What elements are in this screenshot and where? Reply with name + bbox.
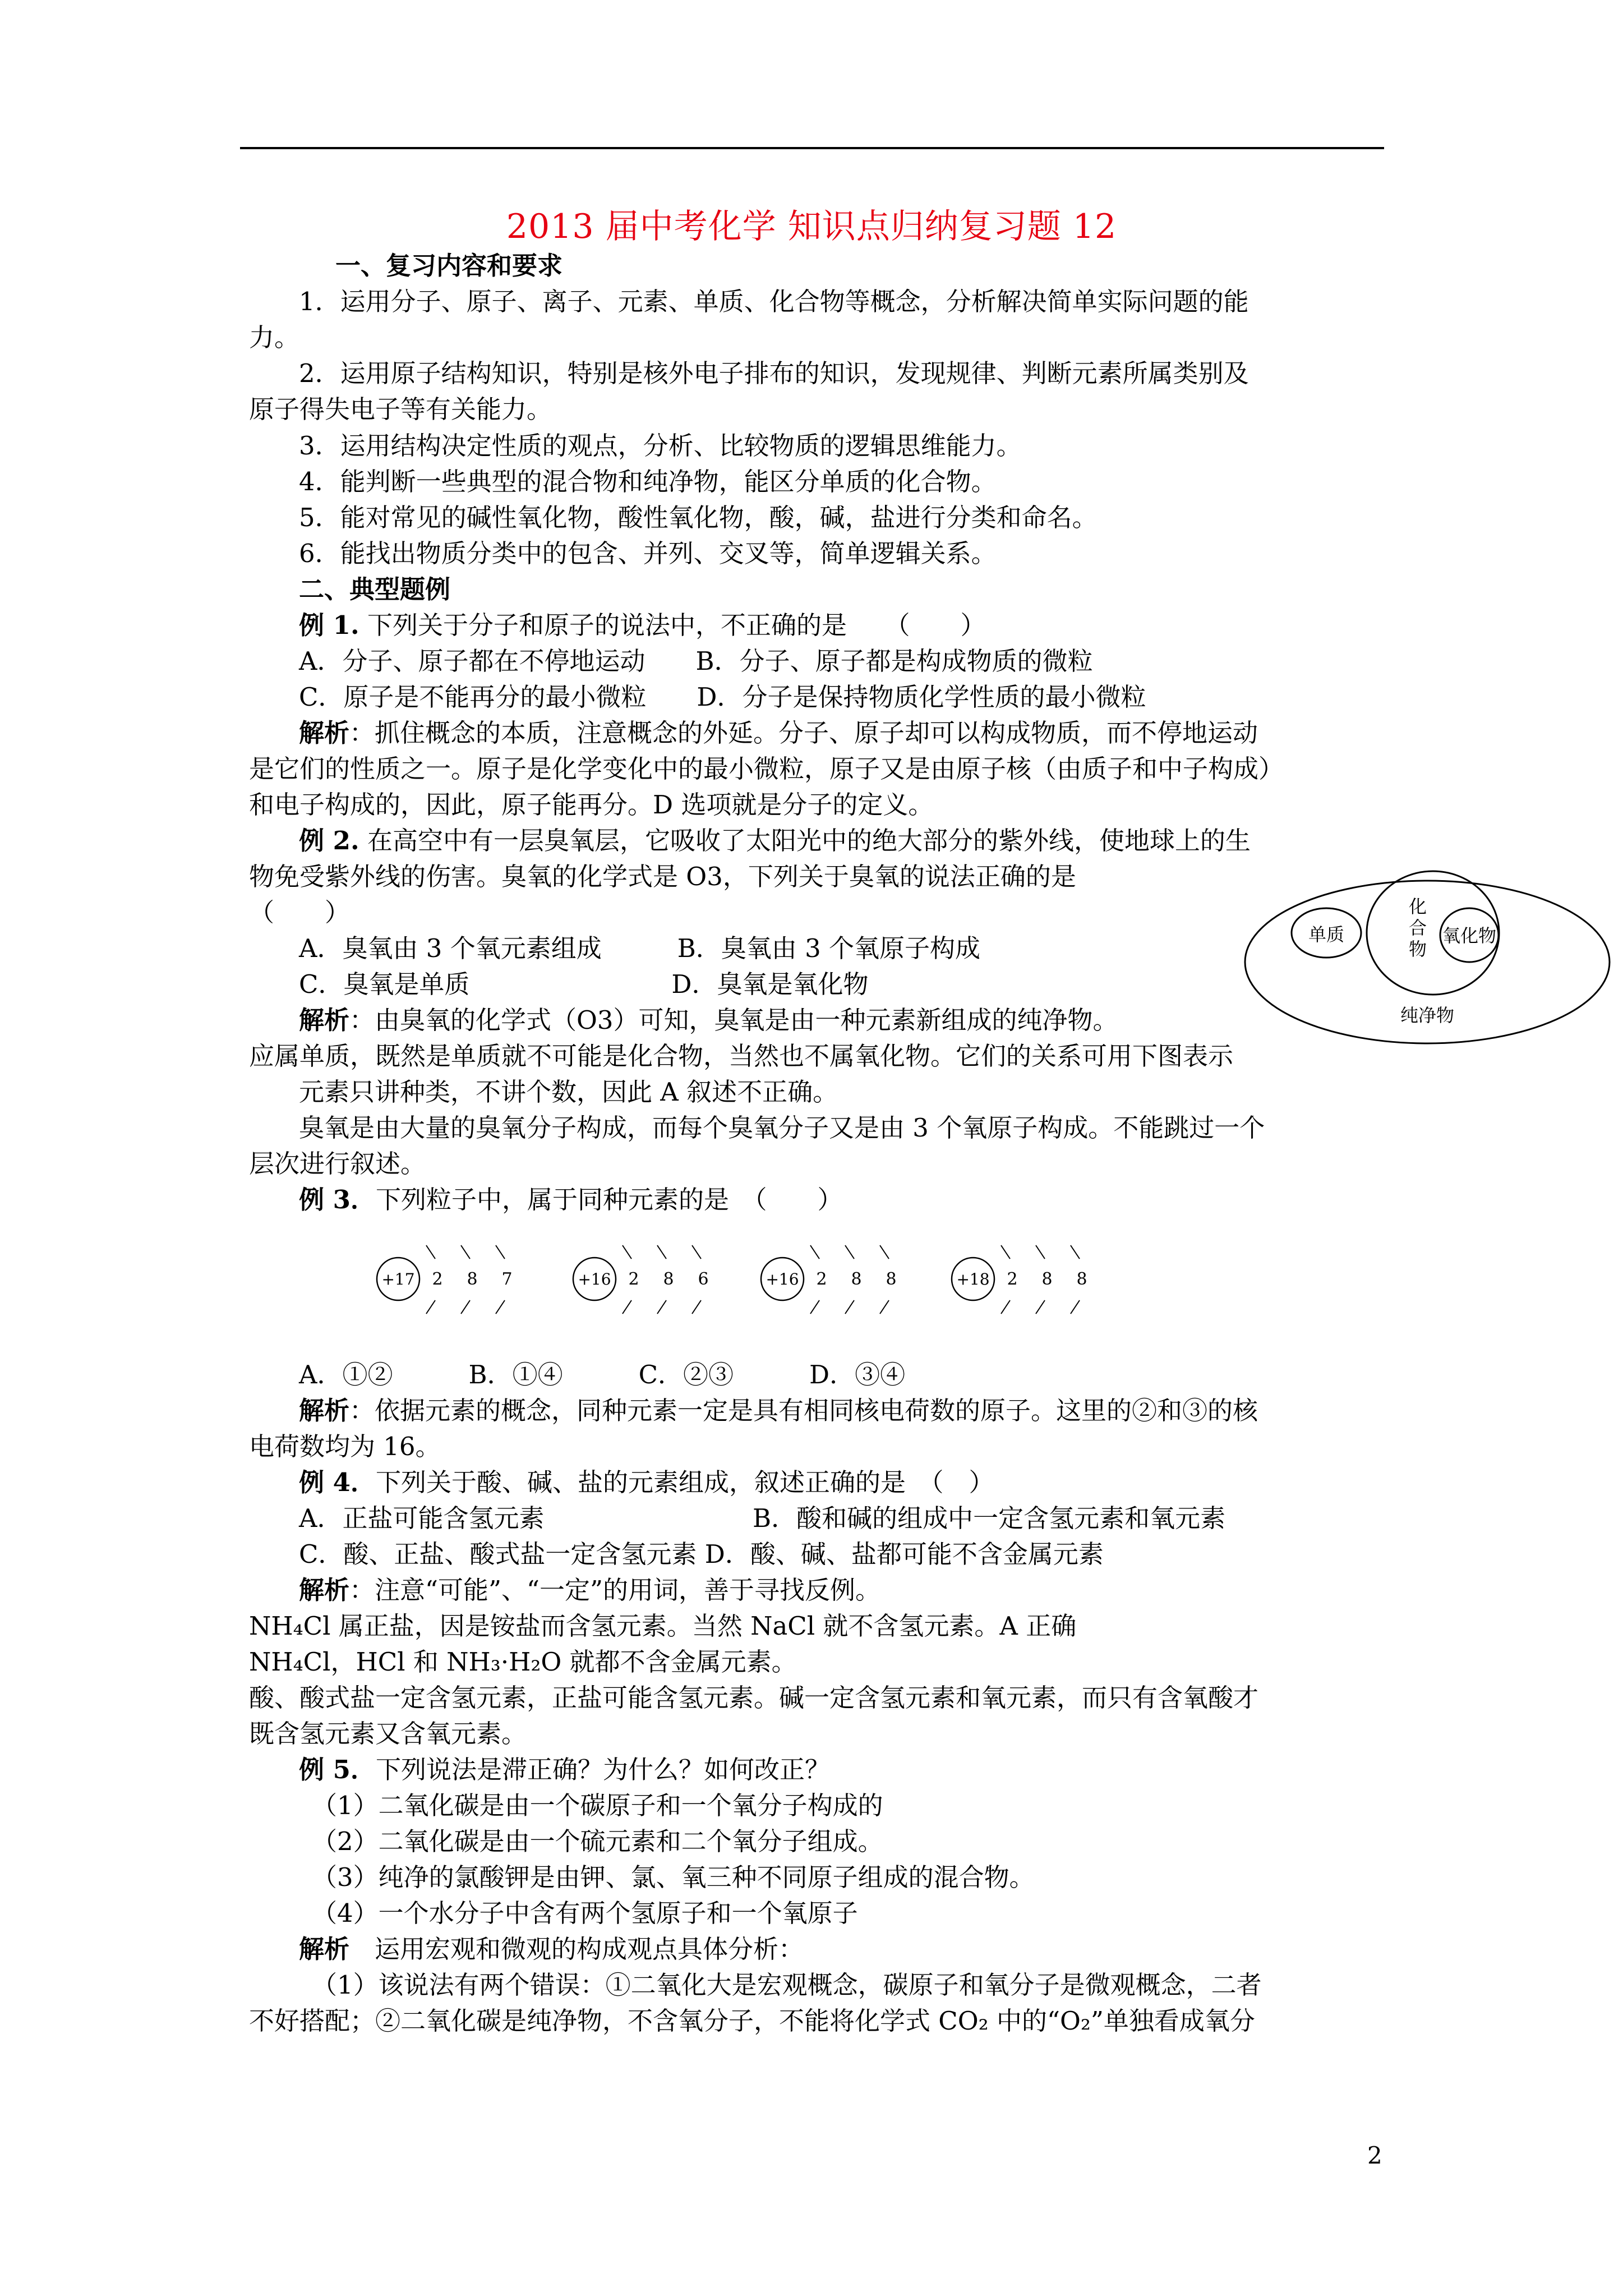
section-heading-1: 一、复习内容和要求 — [335, 251, 563, 280]
shell-arc — [496, 1245, 505, 1259]
shell-arc — [426, 1245, 435, 1259]
text-line: 既含氢元素又含氧元素。 — [249, 1719, 527, 1749]
header-rule — [240, 147, 1384, 149]
example-2-question: 例 2. 在高空中有一层臭氧层，它吸收了太阳光中的绝大部分的紫外线，使地球上的生 — [299, 826, 1251, 855]
example-5-item-4: （4）一个水分子中含有两个氢原子和一个氧原子 — [312, 1898, 858, 1928]
shell-arc — [1071, 1245, 1080, 1259]
nucleus-charge: +18 — [956, 1270, 990, 1289]
shell-electron-count: 8 — [1076, 1269, 1087, 1289]
venn-label-compound-2: 合 — [1408, 917, 1427, 938]
example-4-analysis: 解析：注意“可能”、“一定”的用词，善于寻找反例。 — [299, 1575, 881, 1605]
shell-arc — [845, 1300, 854, 1314]
shell-arc — [426, 1300, 435, 1314]
venn-label-elemental: 单质 — [1308, 924, 1345, 945]
venn-label-compound-3: 物 — [1408, 938, 1427, 960]
shell-arc — [657, 1245, 666, 1259]
shell-arc — [810, 1300, 819, 1314]
text-line: NH₄Cl 属正盐，因是铵盐而含氢元素。当然 NaCl 就不含氢元素。A 正确 — [249, 1611, 1077, 1641]
venn-label-oxide: 氧化物 — [1442, 925, 1497, 946]
text-line: 电荷数均为 16。 — [249, 1432, 441, 1461]
text-line: NH₄Cl，HCl 和 NH₃·H₂O 就都不含金属元素。 — [249, 1647, 797, 1677]
shell-arc — [623, 1245, 631, 1259]
text-line: 2．运用原子结构知识，特别是核外电子排布的知识，发现规律、判断元素所属类别及 — [299, 358, 1249, 388]
shell-arc — [623, 1300, 631, 1314]
atomic-structure-diagrams — [336, 1223, 1122, 1335]
text-line: 和电子构成的，因此，原子能再分。D 选项就是分子的定义。 — [249, 790, 934, 820]
example-1-analysis: 解析：抓住概念的本质，注意概念的外延。分子、原子却可以构成物质，而不停地运动 — [299, 718, 1258, 748]
nucleus-charge: +17 — [381, 1270, 415, 1289]
text-line: 原子得失电子等有关能力。 — [249, 394, 552, 424]
example-5-question: 例 5．下列说法是滞正确？为什么？如何改正？ — [299, 1755, 830, 1784]
example-2-options-ab: A．臭氧由 3 个氧元素组成 B．臭氧由 3 个氧原子构成 — [299, 933, 981, 963]
shell-arc — [880, 1300, 889, 1314]
shell-electron-count: 8 — [1041, 1269, 1053, 1289]
text-line: 是它们的性质之一。原子是化学变化中的最小微粒，原子又是由原子核（由质子和中子构成） — [249, 754, 1284, 784]
nucleus-charge: +16 — [766, 1270, 799, 1289]
shell-arc — [692, 1300, 701, 1314]
example-5-item-3: （3）纯净的氯酸钾是由钾、氯、氧三种不同原子组成的混合物。 — [312, 1862, 1035, 1892]
text-line: 6．能找出物质分类中的包含、并列、交叉等，简单逻辑关系。 — [299, 539, 997, 568]
shell-electron-count: 7 — [501, 1269, 513, 1289]
example-4-option-a: A．正盐可能含氢元素 — [299, 1503, 545, 1533]
shell-electron-count: 2 — [432, 1269, 443, 1289]
example-4-options-cd: C．酸、正盐、酸式盐一定含氢元素 D．酸、碱、盐都可能不含金属元素 — [299, 1539, 1104, 1569]
text-line: （1）该说法有两个错误：①二氧化大是宏观概念，碳原子和氧分子是微观概念，二者 — [312, 1970, 1262, 2000]
example-5-analysis: 解析 运用宏观和微观的构成观点具体分析： — [299, 1934, 804, 1964]
text-line: 3．运用结构决定性质的观点，分析、比较物质的逻辑思维能力。 — [299, 431, 1022, 461]
example-1-options-ab: A．分子、原子都在不停地运动 B．分子、原子都是构成物质的微粒 — [299, 646, 1093, 676]
shell-electron-count: 2 — [1007, 1269, 1018, 1289]
shell-electron-count: 8 — [886, 1269, 897, 1289]
shell-electron-count: 2 — [628, 1269, 639, 1289]
text-line: 物免受紫外线的伤害。臭氧的化学式是 O3，下列关于臭氧的说法正确的是 — [249, 862, 1076, 891]
text-line: 4．能判断一些典型的混合物和纯净物，能区分单质的化合物。 — [299, 467, 997, 496]
text-line: 应属单质，既然是单质就不可能是化合物，当然也不属氧化物。它们的关系可用下图表示 — [249, 1041, 1234, 1071]
venn-label-compound-1: 化 — [1408, 896, 1427, 917]
example-2-analysis: 解析：由臭氧的化学式（O3）可知，臭氧是由一种元素新组成的纯净物。 — [299, 1005, 1118, 1035]
shell-electron-count: 8 — [851, 1269, 862, 1289]
example-3-options: A．①② B．①④ C．②③ D．③④ — [299, 1360, 906, 1389]
classification-venn-diagram — [1239, 867, 1621, 1057]
text-line: 力。 — [249, 323, 300, 352]
venn-label-pure-substance: 纯净物 — [1400, 1005, 1455, 1026]
shell-arc — [692, 1245, 701, 1259]
shell-electron-count: 8 — [663, 1269, 674, 1289]
shell-arc — [461, 1245, 470, 1259]
text-line: 不好搭配；②二氧化碳是纯净物，不含氧分子，不能将化学式 CO₂ 中的“O₂”单独看成氧分 — [249, 2006, 1255, 2036]
shell-arc — [1001, 1245, 1010, 1259]
text-line: 5．能对常见的碱性氧化物，酸性氧化物，酸，碱，盐进行分类和命名。 — [299, 503, 1098, 532]
text-line: 酸、酸式盐一定含氢元素，正盐可能含氢元素。碱一定含氢元素和氧元素，而只有含氧酸才 — [249, 1683, 1259, 1713]
shell-arc — [1036, 1300, 1045, 1314]
shell-arc — [1036, 1245, 1045, 1259]
example-4-option-b: B．酸和碱的组成中一定含氢元素和氧元素 — [753, 1503, 1226, 1533]
shell-electron-count: 6 — [698, 1269, 709, 1289]
text-line: 元素只讲种类，不讲个数，因此 A 叙述不正确。 — [299, 1077, 838, 1107]
shell-arc — [880, 1245, 889, 1259]
example-1-options-cd: C．原子是不能再分的最小微粒 D．分子是保持物质化学性质的最小微粒 — [299, 682, 1146, 712]
shell-arc — [1001, 1300, 1010, 1314]
example-3-analysis: 解析：依据元素的概念，同种元素一定是具有相同核电荷数的原子。这里的②和③的核 — [299, 1396, 1258, 1425]
text-line: 臭氧是由大量的臭氧分子构成，而每个臭氧分子又是由 3 个氧原子构成。不能跳过一个 — [299, 1113, 1265, 1143]
shell-arc — [461, 1300, 470, 1314]
section-heading-2: 二、典型题例 — [299, 574, 451, 604]
text-line: 层次进行叙述。 — [249, 1149, 426, 1179]
shell-arc — [845, 1245, 854, 1259]
example-4-question: 例 4．下列关于酸、碱、盐的元素组成，叙述正确的是 （ ） — [299, 1467, 994, 1497]
example-1-question: 例 1. 下列关于分子和原子的说法中，不正确的是 （ ） — [299, 610, 986, 640]
example-2-options-cd: C．臭氧是单质 D．臭氧是氧化物 — [299, 969, 869, 999]
nucleus-charge: +16 — [578, 1270, 611, 1289]
shell-arc — [810, 1245, 819, 1259]
example-5-item-1: （1）二氧化碳是由一个碳原子和一个氧分子构成的 — [312, 1791, 883, 1820]
page-number: 2 — [1367, 2142, 1382, 2169]
example-5-item-2: （2）二氧化碳是由一个硫元素和二个氧分子组成。 — [312, 1826, 883, 1856]
text-line: 1．运用分子、原子、离子、元素、单质、化合物等概念，分析解决简单实际问题的能 — [299, 287, 1249, 316]
shell-arc — [496, 1300, 505, 1314]
shell-electron-count: 8 — [467, 1269, 478, 1289]
shell-arc — [1071, 1300, 1080, 1314]
text-line: （ ） — [249, 898, 351, 927]
page-title: 2013 届中考化学 知识点归纳复习题 12 — [506, 207, 1117, 246]
shell-arc — [657, 1300, 666, 1314]
example-3-question: 例 3．下列粒子中，属于同种元素的是 （ ） — [299, 1185, 843, 1214]
shell-electron-count: 2 — [816, 1269, 827, 1289]
